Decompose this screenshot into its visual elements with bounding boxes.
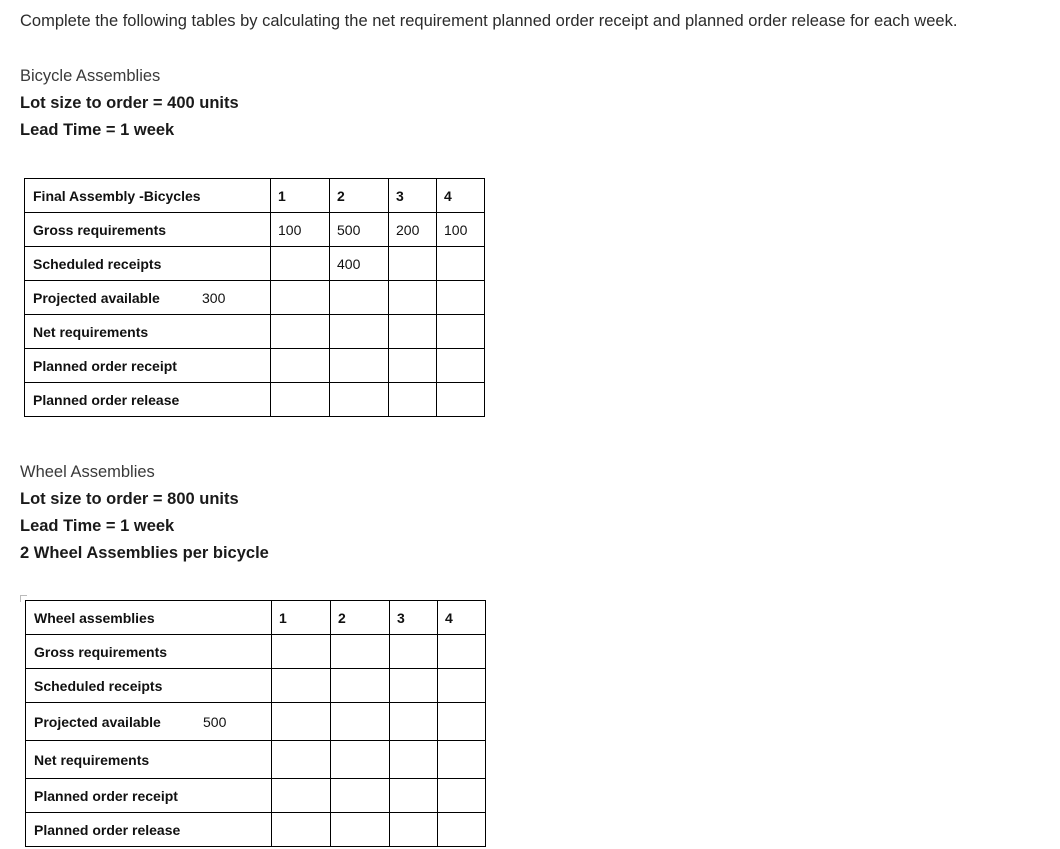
table-row bbox=[25, 247, 485, 281]
table-cell[interactable] bbox=[389, 349, 437, 383]
row-label-text: Projected available bbox=[33, 289, 160, 306]
table-cell[interactable] bbox=[390, 669, 438, 703]
row-label-text: Planned order receipt bbox=[34, 787, 178, 804]
table-cell[interactable] bbox=[272, 635, 331, 669]
row-label bbox=[26, 741, 272, 779]
week-header: 2 bbox=[330, 179, 389, 213]
table-cell[interactable] bbox=[331, 779, 390, 813]
table-cell[interactable]: 200 bbox=[389, 213, 437, 247]
table-cell[interactable] bbox=[389, 281, 437, 315]
table-cell[interactable] bbox=[438, 813, 486, 847]
table-cell[interactable] bbox=[437, 281, 485, 315]
table-cell[interactable] bbox=[390, 741, 438, 779]
wheel-lead-time: Lead Time = 1 week bbox=[20, 517, 175, 535]
table-cell[interactable] bbox=[331, 703, 390, 741]
row-label bbox=[26, 779, 272, 813]
row-label bbox=[25, 315, 271, 349]
table-cell[interactable] bbox=[272, 741, 331, 779]
week-header: 4 bbox=[438, 601, 486, 635]
table-cell[interactable] bbox=[438, 669, 486, 703]
instructions-text: Complete the following tables by calculating the net requirement planned order receipt and planned order release for each week. bbox=[20, 12, 958, 30]
week-header: 2 bbox=[331, 601, 390, 635]
table-cell[interactable] bbox=[271, 349, 330, 383]
table-cell[interactable] bbox=[330, 349, 389, 383]
table-cell[interactable] bbox=[390, 635, 438, 669]
table-cell[interactable] bbox=[331, 813, 390, 847]
bicycle-lead-time: Lead Time = 1 week bbox=[20, 121, 175, 139]
table-cell[interactable]: 100 bbox=[271, 213, 330, 247]
table-row bbox=[25, 349, 485, 383]
table-row bbox=[25, 383, 485, 417]
table-row bbox=[26, 669, 486, 703]
table-cell[interactable] bbox=[437, 315, 485, 349]
table-row bbox=[25, 281, 485, 315]
row-label-text: Planned order release bbox=[33, 391, 180, 408]
row-label-text: Scheduled receipts bbox=[34, 677, 163, 694]
row-label-text: Net requirements bbox=[34, 751, 150, 768]
table-cell[interactable] bbox=[271, 281, 330, 315]
table-row bbox=[26, 779, 486, 813]
row-label bbox=[26, 703, 272, 741]
table-cell[interactable] bbox=[272, 669, 331, 703]
table-cell[interactable] bbox=[330, 383, 389, 417]
table-cell[interactable] bbox=[438, 703, 486, 741]
table-cell[interactable] bbox=[390, 779, 438, 813]
row-label-text: Net requirements bbox=[33, 323, 149, 340]
row-label bbox=[26, 813, 272, 847]
row-label bbox=[25, 247, 271, 281]
table-row bbox=[25, 213, 485, 247]
table-cell[interactable] bbox=[331, 635, 390, 669]
wheel-heading: Wheel Assemblies bbox=[20, 463, 155, 481]
table-cell[interactable]: 500 bbox=[330, 213, 389, 247]
table-cell[interactable] bbox=[271, 247, 330, 281]
bicycle-mrp-table bbox=[24, 178, 485, 417]
row-label bbox=[25, 349, 271, 383]
table-cell[interactable] bbox=[272, 813, 331, 847]
table-row bbox=[26, 635, 486, 669]
table-cell[interactable] bbox=[437, 349, 485, 383]
table-cell[interactable] bbox=[438, 635, 486, 669]
table-cell[interactable] bbox=[272, 703, 331, 741]
table-cell[interactable] bbox=[390, 703, 438, 741]
table-cell[interactable] bbox=[271, 383, 330, 417]
table-cell[interactable] bbox=[390, 813, 438, 847]
row-label bbox=[25, 281, 271, 315]
bicycle-heading: Bicycle Assemblies bbox=[20, 67, 161, 85]
bicycle-info bbox=[20, 63, 239, 144]
table-header-row bbox=[25, 179, 485, 213]
week-header: 4 bbox=[437, 179, 485, 213]
row-label bbox=[26, 635, 272, 669]
table-cell[interactable]: 400 bbox=[330, 247, 389, 281]
row-label-text: Scheduled receipts bbox=[33, 255, 162, 272]
initial-value: 300 bbox=[202, 289, 226, 306]
table-cell[interactable] bbox=[271, 315, 330, 349]
row-label-text: Gross requirements bbox=[33, 221, 167, 238]
week-header: 1 bbox=[271, 179, 330, 213]
table-row bbox=[26, 741, 486, 779]
table-cell[interactable] bbox=[272, 779, 331, 813]
row-label bbox=[25, 213, 271, 247]
wheel-mrp-table bbox=[25, 600, 486, 847]
table-header-row bbox=[26, 601, 486, 635]
row-label-text: Projected available bbox=[34, 713, 161, 730]
bicycle-lot-size: Lot size to order = 400 units bbox=[20, 94, 239, 112]
wheel-ratio: 2 Wheel Assemblies per bicycle bbox=[20, 544, 269, 562]
table-cell[interactable] bbox=[330, 315, 389, 349]
initial-value: 500 bbox=[203, 713, 227, 730]
table-cell[interactable] bbox=[437, 383, 485, 417]
table-cell[interactable] bbox=[438, 779, 486, 813]
table-cell[interactable] bbox=[331, 669, 390, 703]
table-cell[interactable] bbox=[438, 741, 486, 779]
week-header: 3 bbox=[390, 601, 438, 635]
table-row bbox=[26, 703, 486, 741]
table-cell[interactable] bbox=[389, 383, 437, 417]
table-row bbox=[26, 813, 486, 847]
table-cell[interactable] bbox=[389, 247, 437, 281]
wheel-lot-size: Lot size to order = 800 units bbox=[20, 490, 239, 508]
week-header: 1 bbox=[272, 601, 331, 635]
table-cell[interactable] bbox=[331, 741, 390, 779]
wheel-info bbox=[20, 459, 269, 567]
row-label bbox=[25, 383, 271, 417]
row-label-text: Gross requirements bbox=[34, 643, 168, 660]
table-title: Final Assembly -Bicycles bbox=[25, 179, 271, 213]
table-cell[interactable] bbox=[330, 281, 389, 315]
row-label-text: Planned order release bbox=[34, 821, 181, 838]
table-cell[interactable] bbox=[437, 247, 485, 281]
week-header: 3 bbox=[389, 179, 437, 213]
table-cell[interactable]: 100 bbox=[437, 213, 485, 247]
table-row bbox=[25, 315, 485, 349]
table-title: Wheel assemblies bbox=[26, 601, 272, 635]
row-label-text: Planned order receipt bbox=[33, 357, 177, 374]
row-label bbox=[26, 669, 272, 703]
table-cell[interactable] bbox=[389, 315, 437, 349]
